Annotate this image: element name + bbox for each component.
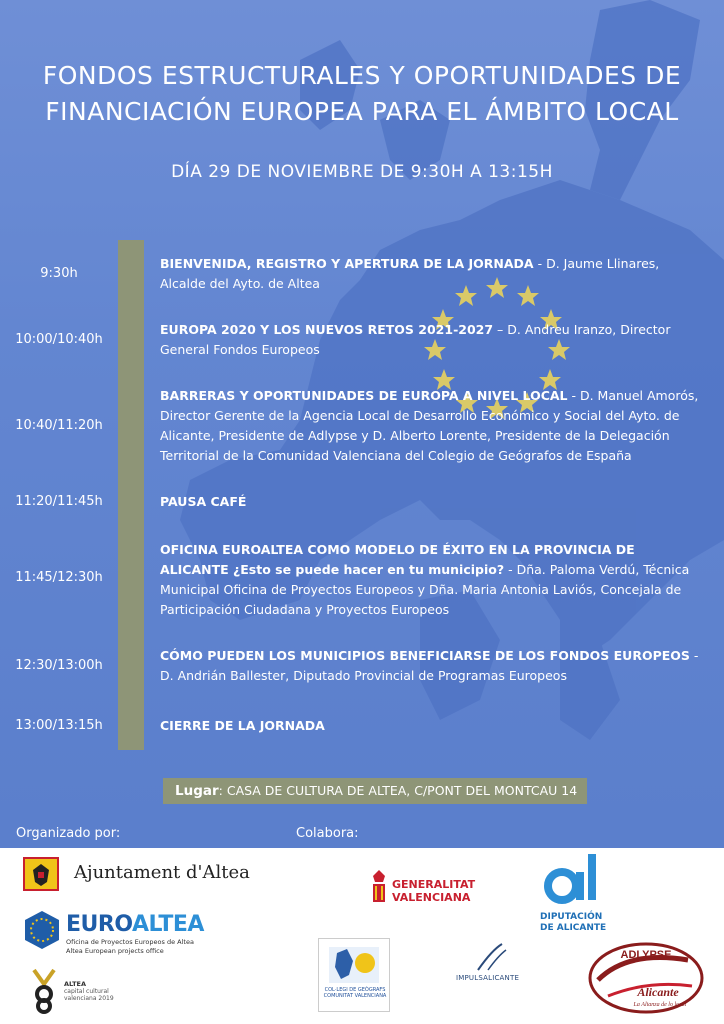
- agenda-description: [160, 646, 700, 686]
- impulsalicante-name: IMPULSALICANTE: [456, 974, 520, 982]
- agenda-time: 10:00/10:40h: [15, 332, 103, 347]
- agenda-speakers: - D. Andrián Ballester, Diputado Provincial de Programas Europeos: [160, 648, 699, 683]
- agenda-time: 11:45/12:30h: [15, 570, 103, 585]
- venue-label: Lugar: [175, 783, 219, 799]
- collaborators-label: Colabora:: [296, 826, 359, 841]
- euroaltea-subtitle-en: Altea European projects office: [66, 947, 164, 955]
- agenda-description: [160, 254, 700, 294]
- organizers-label: Organizado por:: [16, 826, 121, 841]
- agenda-title: CÓMO PUEDEN LOS MUNICIPIOS BENEFICIARSE DE LOS FONDOS EUROPEOS: [160, 648, 690, 663]
- agenda-title: EUROPA 2020 Y LOS NUEVOS RETOS 2021-2027: [160, 322, 494, 337]
- generalitat-valenciana-logo: [370, 868, 510, 908]
- event-title: [20, 58, 704, 130]
- event-date: DÍA 29 DE NOVIEMBRE DE 9:30H A 13:15H: [171, 162, 553, 182]
- altea-shield-icon: [22, 856, 62, 892]
- diputacion-name: DIPUTACIÓN DE ALICANTE: [540, 912, 607, 933]
- generalitat-crest-icon: [370, 868, 388, 904]
- capital-cultural-icon: [30, 968, 60, 1014]
- agenda-description: [160, 716, 700, 736]
- capital-title: ALTEA: [64, 980, 87, 988]
- euroaltea-subtitle-es: Oficina de Proyectos Europeos de Altea: [66, 938, 194, 946]
- agenda-description: [160, 320, 700, 360]
- agenda-description: [160, 492, 700, 512]
- adlypse-name: ADLYPSE: [620, 949, 672, 961]
- agenda-speakers: – D. Andreu Iranzo, Director General Fondos Europeos: [160, 322, 671, 357]
- timeline-bar: [118, 240, 144, 750]
- agenda-title: BIENVENIDA, REGISTRO Y APERTURA DE LA JORNADA: [160, 256, 534, 271]
- ajuntament-name: Ajuntament d'Altea: [74, 862, 250, 883]
- euroaltea-emblem-icon: [22, 910, 62, 950]
- agenda-time: 10:40/11:20h: [15, 418, 103, 433]
- adlypse-city: Alicante: [637, 985, 679, 999]
- venue-box: [163, 778, 587, 804]
- agenda-title: OFICINA EUROALTEA COMO MODELO DE ÉXITO EN LA PROVINCIA DE ALICANTE ¿Esto se puede hacer en tu municipio?: [160, 542, 635, 577]
- generalitat-name: GENERALITAT VALENCIANA: [392, 878, 476, 904]
- agenda-title: PAUSA CAFÉ: [160, 494, 247, 509]
- ajuntament-altea-logo: [22, 860, 252, 890]
- impulsalicante-icon: [472, 940, 512, 974]
- agenda-time: 13:00/13:15h: [15, 718, 103, 733]
- agenda-title: BARRERAS Y OPORTUNIDADES DE EUROPA A NIVEL LOCAL: [160, 388, 568, 403]
- geografos-map-icon: [319, 941, 389, 987]
- agenda-time: 9:30h: [40, 266, 78, 281]
- euroaltea-name: EUROALTEA: [66, 912, 204, 937]
- agenda-time: 12:30/13:00h: [15, 658, 103, 673]
- altea-capital-cultural-logo: [30, 968, 150, 1014]
- capital-subtitle: capital cultural valenciana 2019: [64, 988, 114, 1002]
- agenda-title: CIERRE DE LA JORNADA: [160, 718, 325, 733]
- colegio-geografos-logo: [318, 938, 390, 1012]
- agenda-description: [160, 386, 700, 466]
- diputacion-alicante-logo: [536, 852, 626, 942]
- adlypse-emblem-icon: [588, 940, 706, 1014]
- impulsalicante-logo: [450, 940, 530, 1010]
- agenda-speakers: - D. Manuel Amorós, Director Gerente de la Agencia Local de Desarrollo Económico y Social del Ayto. de Alicante, Presidente de Adlypse y D. Alberto Lorente, Presidente de la Delegación Territorial de la Comunidad Valenciana del Colegio de Geógrafos de España: [160, 388, 699, 463]
- agenda-description: [160, 540, 700, 620]
- venue-address: : CASA DE CULTURA DE ALTEA, C/PONT DEL MONTCAU 14: [218, 783, 578, 798]
- diputacion-al-icon: [542, 852, 602, 908]
- agenda-speakers: - D. Jaume Llinares, Alcalde del Ayto. de Altea: [160, 256, 660, 291]
- geografos-name: COL·LEGI DE GEÒGRAFS COMUNITAT VALENCIANA: [323, 987, 387, 999]
- adlypse-logo: [588, 940, 706, 1014]
- euroaltea-logo: [22, 910, 252, 960]
- agenda-time: 11:20/11:45h: [15, 494, 103, 509]
- sponsors-band: [0, 820, 724, 848]
- event-title-line2: FINANCIACIÓN EUROPEA PARA EL ÁMBITO LOCAL: [45, 97, 679, 126]
- event-title-line1: FONDOS ESTRUCTURALES Y OPORTUNIDADES DE: [42, 61, 682, 90]
- adlypse-tagline: La Alianza de lo local: [633, 1002, 687, 1008]
- agenda-speakers: - Dña. Paloma Verdú, Técnica Municipal Oficina de Proyectos Europeos y Dña. Maria Antonia Laviós, Concejala de Participación Ciudadana y Proyectos Europeos: [160, 562, 690, 617]
